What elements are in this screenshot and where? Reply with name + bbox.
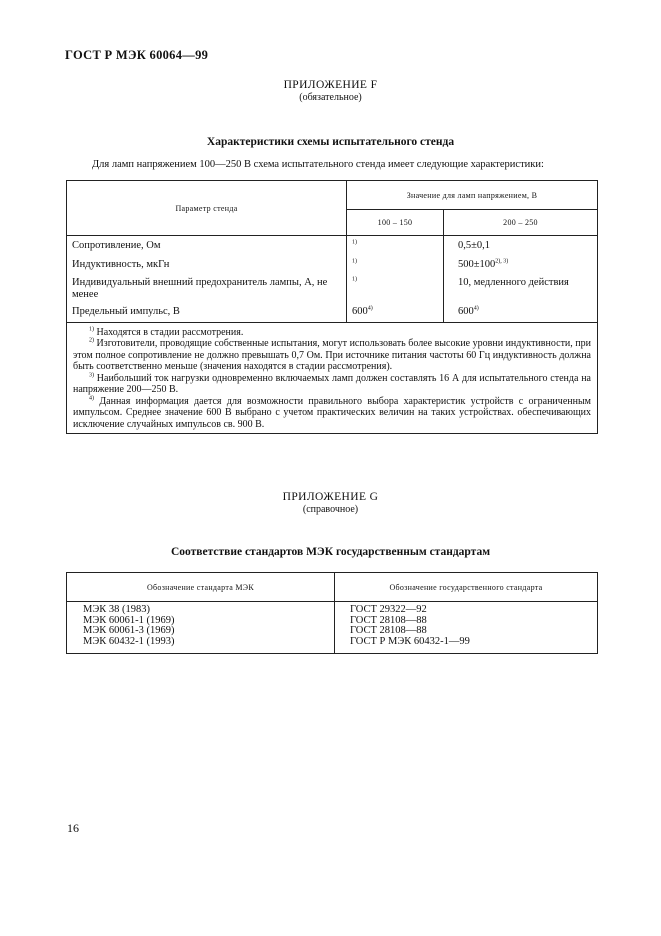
high-voltage-column	[444, 236, 598, 323]
table-footnotes	[67, 322, 598, 434]
header-gost: Обозначение государственного стандарта	[335, 573, 598, 602]
param-resistance: Сопротивление, Ом	[72, 240, 161, 251]
gost-column	[335, 602, 598, 654]
header-low-voltage: 100 – 150	[347, 210, 444, 236]
gost-standard: ГОСТ 28108—88	[350, 625, 427, 636]
appendix-g-subtitle: (справочное)	[302, 504, 359, 515]
inductance-high-value: 500±100	[458, 258, 496, 270]
iec-column	[67, 602, 335, 654]
impulse-high-value: 600	[458, 306, 474, 317]
iec-standard: МЭК 38 (1983)	[83, 604, 151, 615]
fuse-high-value: 10, медленного действия	[458, 277, 569, 288]
test-bench-table	[66, 180, 598, 434]
low-voltage-column	[347, 236, 444, 323]
param-fuse: Индивидуальный внешний предохранитель лампы, А, не менее	[72, 277, 328, 300]
gost-standard: ГОСТ 28108—88	[350, 614, 427, 626]
param-inductance: Индуктивность, мкГн	[72, 258, 170, 270]
header-value: Значение для ламп напряжением, В	[347, 181, 598, 210]
appendix-f-intro: Для ламп напряжением 100—250 В схема испытательного стенда имеет следующие характеристики:	[92, 159, 544, 170]
gost-standard: ГОСТ Р МЭК 60432-1—99	[350, 635, 470, 647]
page-number: 16	[67, 821, 79, 835]
impulse-low-value: 600	[352, 306, 368, 317]
note-ref: 2), 3)	[495, 258, 509, 264]
appendix-f-heading: Характеристики схемы испытательного стенда	[206, 136, 455, 148]
note-ref: 1)	[352, 239, 357, 246]
appendix-f-title: ПРИЛОЖЕНИЕ F	[283, 79, 378, 91]
footnote: $^{1)}$ Находятся в стадии рассмотрения.	[89, 326, 244, 338]
param-column	[67, 236, 347, 323]
footnote: $^{4)}$ Данная информация дается для возможности правильного выбора характеристик устройств с ограниченным импульсом. Среднее значение 600 В выбрано с учетом практических величин на таких устройствах. обеспечивающих исключение случайных импульсов св. 900 В.	[73, 395, 592, 430]
note-ref: 1)	[352, 276, 357, 283]
appendix-g-heading: Соответствие стандартов МЭК государственным стандартам	[170, 546, 491, 558]
document-code: ГОСТ Р МЭК 60064—99	[65, 48, 209, 62]
header-iec: Обозначение стандарта МЭК	[67, 573, 335, 602]
note-ref: 1)	[352, 258, 357, 264]
param-impulse: Предельный импульс, В	[72, 306, 180, 317]
iec-standard: МЭК 60061-1 (1969)	[83, 614, 175, 626]
note-ref: 4)	[367, 305, 373, 312]
resistance-high-value: 0,5±0,1	[458, 240, 491, 251]
gost-standard: ГОСТ 29322—92	[350, 604, 427, 615]
appendix-g-title: ПРИЛОЖЕНИЕ G	[282, 491, 379, 503]
iec-standard: МЭК 60061-3 (1969)	[83, 625, 175, 636]
footnote: $^{2)}$ Изготовители, проводящие собственные испытания, могут использовать более высокие уровни индуктивности, при этом полное сопротивление не должно превышать 0,7 Ом. При источнике питания частоты 60 Гц индуктивность должна быть соответственно меньше (значения находятся в стадии рассмотрения).	[73, 337, 592, 372]
header-param: Параметр стенда	[67, 181, 347, 236]
header-high-voltage: 200 – 250	[444, 210, 598, 236]
footnote: $^{3)}$ Наибольший ток нагрузки одновременно включаемых ламп должен составлять 16 А для испытательного стенда на напряжение 200—250 В.	[73, 372, 591, 395]
appendix-f-subtitle: (обязательное)	[299, 92, 362, 103]
standards-correspondence-table	[66, 572, 598, 654]
iec-standard: МЭК 60432-1 (1993)	[83, 635, 175, 647]
note-ref: 4)	[473, 305, 479, 312]
